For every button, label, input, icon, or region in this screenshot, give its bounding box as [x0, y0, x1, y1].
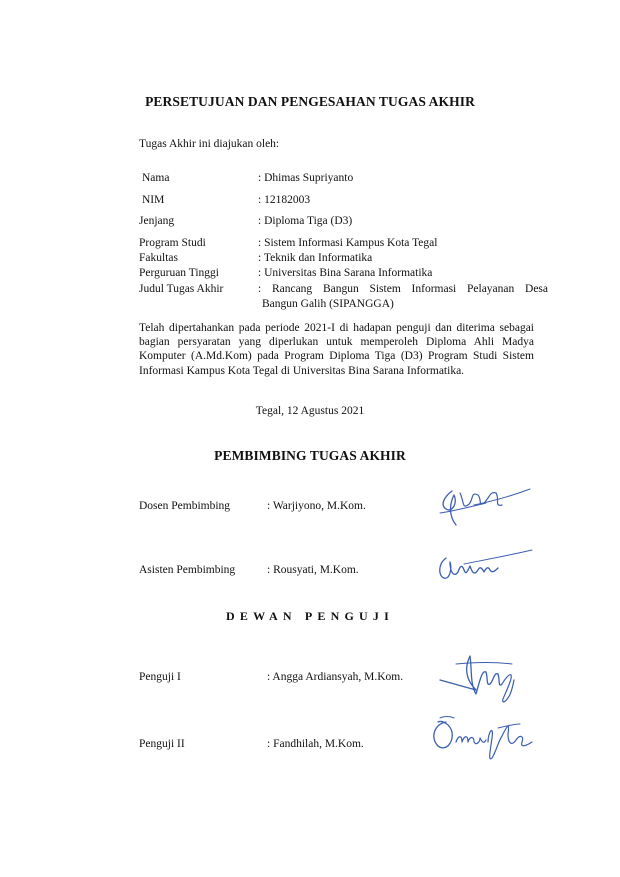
page-title: PERSETUJUAN DAN PENGESAHAN TUGAS AKHIR	[145, 94, 475, 109]
examiner-name-2: : Fandhilah, M.Kom.	[267, 738, 364, 750]
field-value-nama: : Dhimas Supriyanto	[258, 172, 354, 184]
examiner-role-1: Penguji I	[139, 671, 181, 683]
field-value-fakultas: : Teknik dan Informatika	[258, 252, 373, 264]
field-label-nim: NIM	[142, 194, 165, 206]
signature-supervisor-2	[434, 546, 534, 586]
field-label-program-studi: Program Studi	[139, 237, 206, 249]
field-label-jenjang: Jenjang	[139, 215, 175, 227]
field-value-jenjang: : Diploma Tiga (D3)	[258, 215, 353, 227]
examiner-name-1: : Angga Ardiansyah, M.Kom.	[267, 671, 404, 683]
field-label-fakultas: Fakultas	[139, 252, 178, 264]
signature-examiner-1	[436, 650, 526, 706]
supervisor-name-2: : Rousyati, M.Kom.	[267, 564, 359, 576]
field-label-nama: Nama	[142, 172, 170, 184]
field-value-program-studi: : Sistem Informasi Kampus Kota Tegal	[258, 237, 438, 249]
examiner-role-2: Penguji II	[139, 738, 185, 750]
field-value-nim: : 12182003	[258, 194, 311, 206]
examiner-heading: DEWAN PENGUJI	[226, 609, 394, 623]
signature-supervisor-1	[434, 483, 534, 531]
field-value-judul-cont: Bangun Galih (SIPANGGA)	[262, 298, 394, 310]
field-value-perguruan-tinggi: : Universitas Bina Sarana Informatika	[258, 267, 433, 279]
supervisor-heading: PEMBIMBING TUGAS AKHIR	[214, 448, 406, 463]
signature-examiner-2	[428, 712, 538, 768]
approval-paragraph: Telah dipertahankan pada periode 2021-I di hadapan penguji dan diterima sebagai bagian persyaratan yang diperlukan untuk memperoleh Diploma Ahli Madya Komputer (A.Md.Kom) pada Program Diploma Tiga (D3) Program Studi Sistem Informasi Kampus Kota Tegal di Universitas Bina Sarana Informatika.	[139, 322, 534, 377]
intro-text: Tugas Akhir ini diajukan oleh:	[139, 138, 280, 150]
field-label-judul: Judul Tugas Akhir	[139, 283, 224, 295]
date-line: Tegal, 12 Agustus 2021	[255, 405, 365, 417]
field-label-perguruan-tinggi: Perguruan Tinggi	[139, 267, 219, 279]
supervisor-name-1: : Warjiyono, M.Kom.	[267, 500, 366, 512]
field-value-judul: : Rancang Bangun Sistem Informasi Pelayanan Desa	[258, 283, 548, 295]
supervisor-role-2: Asisten Pembimbing	[139, 564, 236, 576]
supervisor-role-1: Dosen Pembimbing	[139, 500, 231, 512]
